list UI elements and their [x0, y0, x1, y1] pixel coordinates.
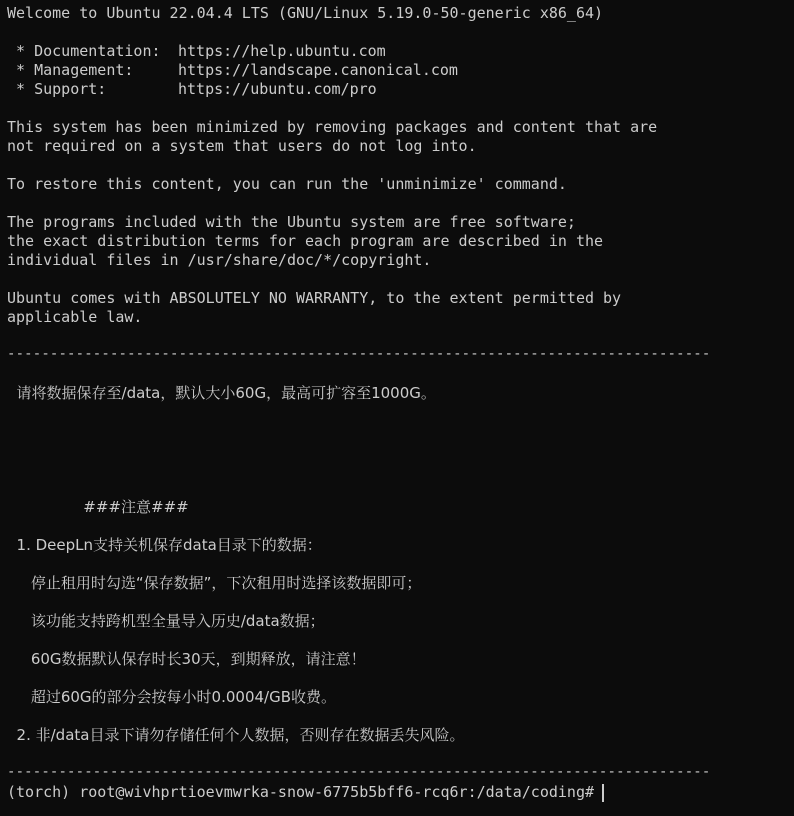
restore-line: To restore this content, you can run the 'unminimize' command. — [7, 175, 567, 193]
text-cursor — [602, 784, 604, 802]
management-label: * Management: — [7, 61, 134, 79]
notice-item-1-detail-4: 超过60G的部分会按每小时0.0004/GB收费。 — [7, 688, 337, 706]
programs-line-3: individual files in /usr/share/doc/*/copyright. — [7, 251, 432, 269]
shell-prompt: (torch) root@wivhprtioevmwrka-snow-6775b5bff6-rcq6r:/data/coding# — [7, 783, 594, 801]
notice-item-1-detail-3: 60G数据默认保存时长30天，到期释放，请注意！ — [7, 650, 366, 668]
documentation-label: * Documentation: — [7, 42, 161, 60]
separator-bottom: ---------------------------------------------------------------------------------- — [7, 764, 711, 780]
command-line[interactable] — [7, 783, 604, 802]
management-url[interactable]: https://landscape.canonical.com — [178, 61, 458, 79]
programs-line-1: The programs included with the Ubuntu system are free software; — [7, 213, 576, 231]
notice-item-1: 1. DeepLn支持关机保存data目录下的数据： — [7, 536, 322, 554]
notice-item-1-detail-1: 停止租用时勾选“保存数据”，下次租用时选择该数据即可； — [7, 574, 422, 592]
management-line — [7, 61, 458, 80]
minimized-line-2: not required on a system that users do not log into. — [7, 137, 477, 155]
support-label: * Support: — [7, 80, 107, 98]
support-line — [7, 80, 377, 99]
documentation-url[interactable]: https://help.ubuntu.com — [178, 42, 386, 60]
documentation-line — [7, 42, 386, 61]
notice-item-2: 2. 非/data目录下请勿存储任何个人数据，否则存在数据丢失风险。 — [7, 726, 465, 744]
support-url[interactable]: https://ubuntu.com/pro — [178, 80, 377, 98]
notice-item-1-detail-2: 该功能支持跨机型全量导入历史/data数据； — [7, 612, 325, 630]
warranty-line-2: applicable law. — [7, 308, 143, 326]
programs-line-2: the exact distribution terms for each program are described in the — [7, 232, 604, 250]
storage-notice: 请将数据保存至/data，默认大小60G，最高可扩容至1000G。 — [7, 384, 436, 402]
separator-top: ---------------------------------------------------------------------------------- — [7, 346, 711, 362]
minimized-line-1: This system has been minimized by removing packages and content that are — [7, 118, 658, 136]
scroll-top-edge — [0, 0, 794, 2]
warranty-line-1: Ubuntu comes with ABSOLUTELY NO WARRANTY, to the extent permitted by — [7, 289, 622, 307]
welcome-line: Welcome to Ubuntu 22.04.4 LTS (GNU/Linux 5.19.0-50-generic x86_64) — [7, 4, 604, 22]
notice-title: ###注意### — [7, 498, 189, 516]
